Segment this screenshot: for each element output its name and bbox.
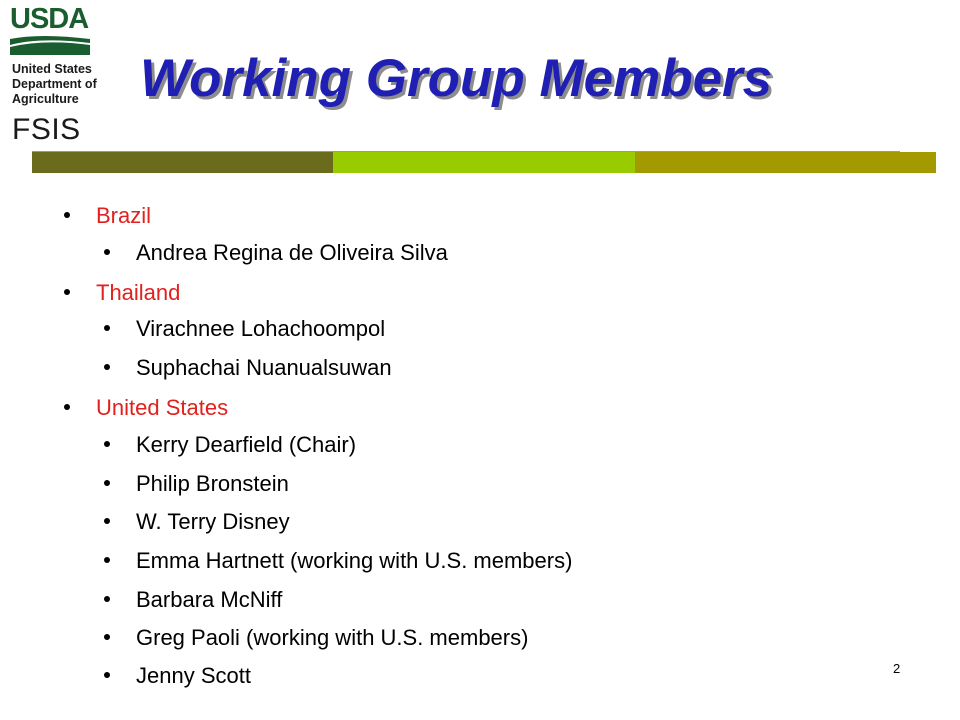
bullet-icon [104,672,110,678]
logo-line-agriculture: Agriculture [12,92,79,106]
member-name: Kerry Dearfield (Chair) [136,432,357,457]
bullet-icon [104,249,110,255]
bullet-icon [64,212,70,218]
bullet-icon [104,518,110,524]
bullet-icon [64,289,70,295]
bullet-icon [104,480,110,486]
member-name: Philip Bronstein [136,471,289,496]
logo-agency-fsis: FSIS [12,113,81,146]
member-name: Suphachai Nuanualsuwan [136,355,392,380]
logo-line-department: Department of [12,77,97,91]
member-name: Emma Hartnett (working with U.S. members) [136,548,573,573]
bullet-icon [104,634,110,640]
member-name: Greg Paoli (working with U.S. members) [136,625,529,650]
bullet-icon [104,557,110,563]
member-name: W. Terry Disney [136,509,290,534]
slide-title: Working Group Members [140,49,773,108]
member-name: Virachnee Lohachoompol [136,316,386,341]
country-name: Brazil [96,203,152,228]
page-number: 2 [893,661,901,676]
country-name: United States [96,395,229,420]
member-name: Barbara McNiff [136,587,283,612]
bullet-icon [104,325,110,331]
bullet-icon [104,596,110,602]
bullet-icon [104,364,110,370]
member-name: Jenny Scott [136,663,251,688]
bullet-icon [64,404,70,410]
country-name: Thailand [96,280,181,305]
member-name: Andrea Regina de Oliveira Silva [136,240,448,265]
bullet-icon [104,441,110,447]
usda-wordmark: USDA [10,3,89,35]
logo-line-united-states: United States [12,62,92,76]
